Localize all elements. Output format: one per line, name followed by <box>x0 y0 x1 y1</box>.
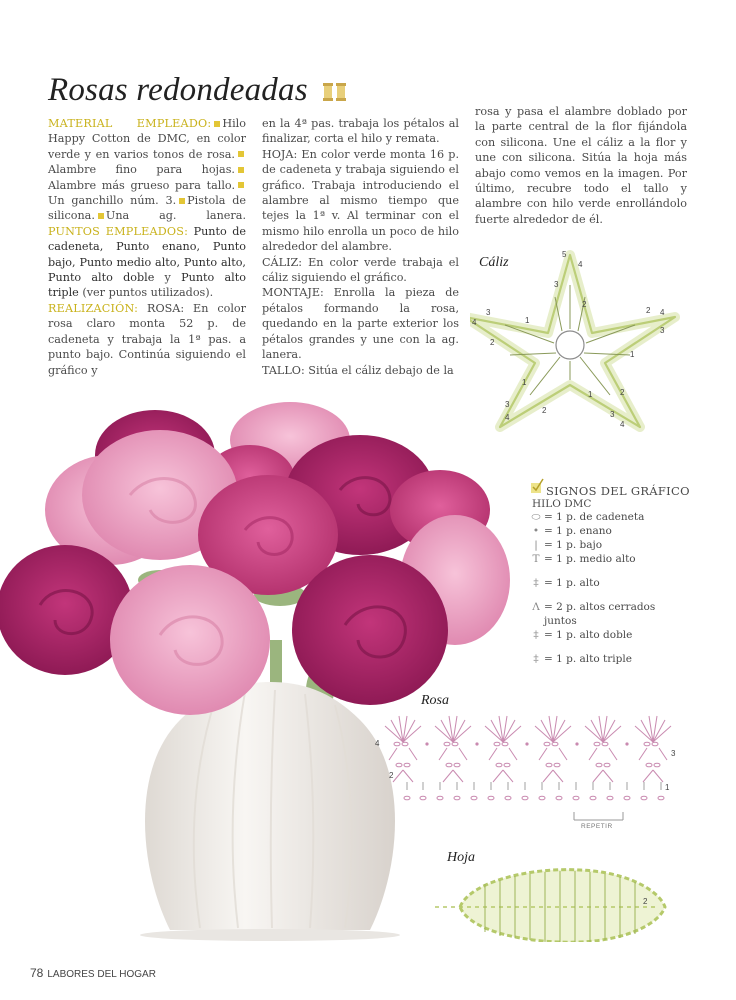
legend-subtitle: HILO DMC <box>532 498 592 510</box>
paragraph-montaje: MONTAJE: Enrolla la pieza de pétalos formando la rosa, quedando en la parte exterior los pétalos grandes y une con la ag. lanera. <box>262 286 459 362</box>
row-label-2: 2 <box>389 771 394 780</box>
slip-stitch-icon: • <box>532 525 540 537</box>
svg-text:4: 4 <box>472 318 477 327</box>
page-title-text: Rosas redondeadas <box>48 72 308 108</box>
single-crochet-icon: | <box>534 539 538 551</box>
row-label-1: 1 <box>665 783 670 792</box>
svg-text:3: 3 <box>486 308 491 317</box>
svg-text:4: 4 <box>578 260 583 269</box>
repeat-label: REPETIR <box>581 823 613 830</box>
stitch-legend <box>528 484 690 666</box>
material-item: Un ganchillo núm. 3. <box>48 194 177 208</box>
svg-text:2: 2 <box>582 300 587 309</box>
svg-text:4: 4 <box>660 308 665 317</box>
svg-text:1: 1 <box>630 350 635 359</box>
puntos-list-2: Punto alto triple <box>48 271 246 300</box>
svg-text:2: 2 <box>643 897 648 906</box>
realizacion-label: REALIZACIÓN: <box>48 301 139 315</box>
page-number: 78 <box>30 966 44 980</box>
puntos-list: Punto de cadeneta, Punto enano, Punto bajo, Punto medio alto, Punto alto, Punto alto doble <box>48 224 246 285</box>
page-title <box>48 72 348 109</box>
legend-item-single <box>528 538 690 552</box>
legend-label: = 1 p. alto doble <box>544 629 633 641</box>
legend-label: = 1 p. bajo <box>544 539 603 551</box>
material-item: Alambre fino para hojas. <box>48 163 235 177</box>
svg-text:2: 2 <box>646 306 651 315</box>
svg-text:3: 3 <box>505 400 510 409</box>
paragraph-hoja: HOJA: En color verde monta 16 p. de cadeneta y trabaja siguiendo el gráfico. Trabaja introduciendo el alambre al mismo tiempo que tejes la 1ª v. Al terminar con el mismo hilo enrolla un poco de hilo alrededor del alambre. <box>262 147 459 254</box>
rosa-diagram <box>375 712 685 830</box>
legend-item-chain <box>528 510 690 524</box>
hoja-diagram <box>430 862 690 942</box>
treble-icon: ‡ <box>533 629 539 641</box>
puntos-connector: y <box>154 271 182 285</box>
instructions-column-3 <box>475 104 687 227</box>
checkmark-icon <box>530 478 544 494</box>
dc2tog-icon: Λ <box>532 601 540 613</box>
svg-text:4: 4 <box>505 413 510 422</box>
legend-title-text: SIGNOS DEL GRÁFICO <box>546 484 690 498</box>
caliz-caption: Cáliz <box>479 255 509 270</box>
material-item: Hilo Happy Cotton de DMC, en color verde y en varios tonos de rosa. <box>48 117 246 161</box>
chain-stitch-icon: ⬭ <box>531 511 541 523</box>
realizacion-text: ROSA: En color rosa claro monta 52 p. de cadeneta y trabaja la 1ª pas. a punto bajo. Continúa siguiendo el gráfico y <box>48 301 246 377</box>
legend-label: = 1 p. alto <box>544 577 600 589</box>
paragraph-tallo-cont: rosa y pasa el alambre doblado por la parte central de la flor fijándola con silicona. Une el cáliz a la flor y une con silicona. Sitúa la hoja más abajo como vemos en la imagen. Por último, recubre todo el tallo y alambre con hilo verde enrollándolo fuerte alrededor de él. <box>475 105 687 226</box>
legend-item-treble <box>528 628 690 642</box>
magazine-name: LABORES DEL HOGAR <box>47 969 156 980</box>
svg-text:3: 3 <box>610 410 615 419</box>
svg-text:5: 5 <box>562 250 567 259</box>
half-double-icon: T <box>532 553 540 565</box>
hoja-caption: Hoja <box>447 850 475 865</box>
svg-text:1: 1 <box>522 378 527 387</box>
material-item: Una ag. lanera. <box>105 209 246 223</box>
legend-item-double-treble <box>528 652 690 666</box>
thread-spools-icon <box>322 82 348 102</box>
page-footer <box>30 966 156 980</box>
legend-item-double <box>528 576 690 590</box>
bullet-icon <box>238 151 244 157</box>
paragraph-caliz: CÁLIZ: En color verde trabaja el cáliz siguiendo el gráfico. <box>262 255 459 285</box>
legend-item-dc2tog <box>528 600 674 628</box>
svg-text:2: 2 <box>542 406 547 415</box>
legend-label: = 2 p. altos cerrados juntos <box>544 601 656 627</box>
svg-text:4: 4 <box>620 420 625 429</box>
legend-label: = 1 p. alto triple <box>544 653 632 665</box>
bullet-icon <box>238 182 244 188</box>
instructions-column-1 <box>48 116 246 378</box>
svg-text:3: 3 <box>554 280 559 289</box>
svg-text:2: 2 <box>620 388 625 397</box>
legend-item-slip <box>528 524 690 538</box>
bullet-icon <box>214 121 220 127</box>
puntos-label: PUNTOS EMPLEADOS: <box>48 224 189 238</box>
material-item: Pistola de silicona. <box>48 194 247 223</box>
double-crochet-icon: ‡ <box>533 577 539 589</box>
material-item: Alambre más grueso para tallo. <box>48 178 235 192</box>
legend-label: = 1 p. medio alto <box>544 553 636 565</box>
bullet-icon <box>238 167 244 173</box>
bullet-icon <box>98 213 104 219</box>
svg-text:2: 2 <box>490 338 495 347</box>
material-label: MATERIAL EMPLEADO: <box>48 117 212 130</box>
legend-label: = 1 p. enano <box>544 525 612 537</box>
legend-item-half-double <box>528 552 690 566</box>
svg-text:3: 3 <box>660 326 665 335</box>
paragraph-tallo: TALLO: Sitúa el cáliz debajo de la <box>262 363 454 377</box>
paragraph-rosa-end: en la 4ª pas. trabaja los pétalos al finalizar, corta el hilo y remata. <box>262 117 459 146</box>
legend-label: = 1 p. de cadeneta <box>544 511 645 523</box>
svg-text:1: 1 <box>588 390 593 399</box>
instructions-column-2 <box>262 116 459 378</box>
svg-text:1: 1 <box>525 316 530 325</box>
row-label-3: 3 <box>671 749 676 758</box>
rosa-caption: Rosa <box>421 693 449 708</box>
puntos-note: (ver puntos utilizados). <box>78 286 214 300</box>
row-label-4: 4 <box>375 739 380 748</box>
double-treble-icon: ‡ <box>533 653 539 665</box>
legend-title <box>528 484 690 498</box>
bullet-icon <box>179 198 185 204</box>
